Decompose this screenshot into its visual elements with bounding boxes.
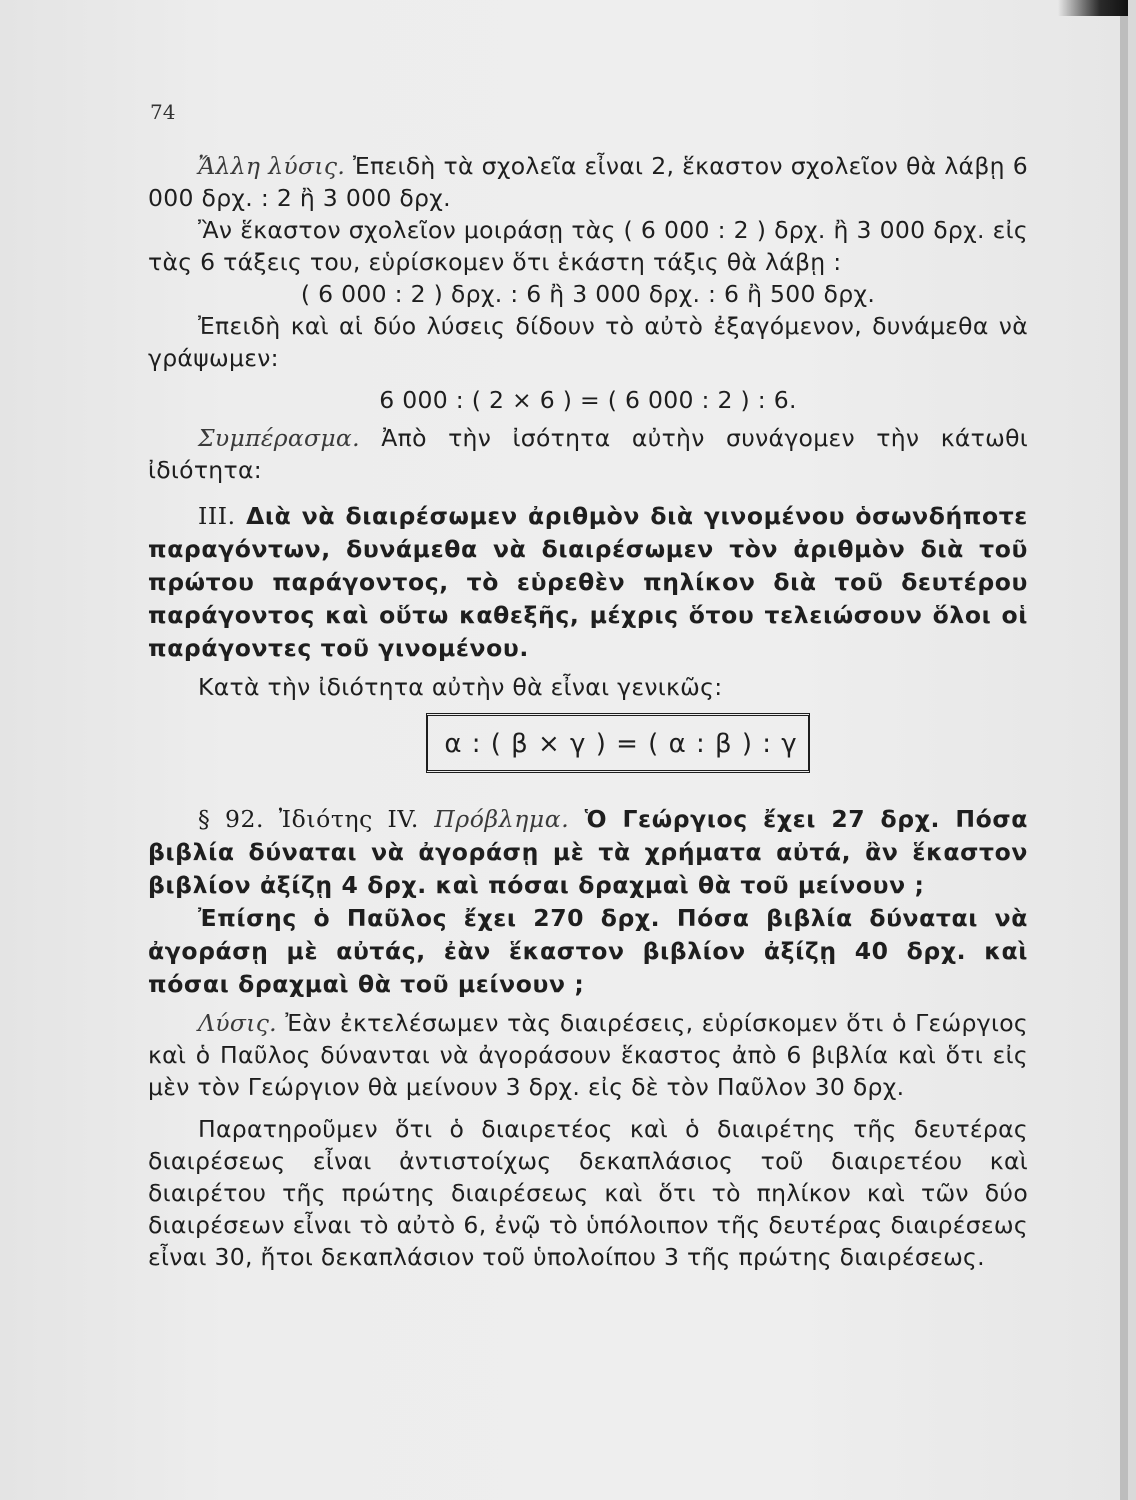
- solution-paragraph: [148, 1007, 1028, 1103]
- formula-equality: 6 000 : ( 2 × 6 ) = ( 6 000 : 2 ) : 6.: [379, 386, 797, 414]
- alt-solution-text: Ἐπειδὴ τὰ σχολεῖα εἶναι 2, ἕκαστον σχολεῖον θὰ λάβῃ 6 000 δρχ. : 2 ἢ 3 000 δρχ.: [148, 152, 1028, 212]
- observation-paragraph: Παρατηροῦμεν ὅτι ὁ διαιρετέος καὶ ὁ διαιρέτης τῆς δευτέρας διαιρέσεως εἶναι ἀντιστοίχως δεκαπλάσιος τοῦ διαιρετέου καὶ διαιρέτου τῆς πρώτης διαιρέσεως καὶ ὅτι τὸ πηλίκον καὶ τῶν δύο διαιρέσεων εἶναι τὸ αὐτὸ 6, ἐνῷ τὸ ὑπόλοιπον τῆς δευτέρας διαιρέσεως εἶναι 30, ἤτοι δεκαπλάσιον τοῦ ὑπολοίπου 3 τῆς πρώτης διαιρέσεως.: [148, 1115, 1028, 1271]
- problem-label: Πρόβλημα.: [434, 805, 570, 833]
- conclusion-paragraph: [148, 422, 1028, 486]
- solution-text: Ἐὰν ἐκτελέσωμεν τὰς διαιρέσεις, εὑρίσκομεν ὅτι ὁ Γεώργιος καὶ ὁ Παῦλος δύνανται νὰ ἀγοράσουν ἕκαστος ἀπὸ 6 βιβλία καὶ ὅτι εἰς μὲν τὸν Γεώργιον θὰ μείνουν 3 δρχ. εἰς δὲ τὸν Παῦλον 30 δρχ.: [148, 1009, 1028, 1101]
- conclusion-label: Συμπέρασμα.: [198, 424, 360, 452]
- property-iii-text: Διὰ νὰ διαιρέσωμεν ἀριθμὸν διὰ γινομένου ὁσωνδήποτε παραγόντων, δυνάμεθα νὰ διαιρέσωμεν τὸν ἀριθμὸν διὰ τοῦ πρώτου παράγοντος, τὸ εὑρεθὲν πηλίκον διὰ τοῦ δευτέρου παράγοντος καὶ οὕτω καθεξῆς, μέχρις ὅτου τελειώσουν ὅλοι οἱ παράγοντες τοῦ γινομένου.: [148, 502, 1028, 662]
- boxed-general-formula: α : ( β × γ ) = ( α : β ) : γ: [426, 713, 809, 773]
- page-corner-shadow: [1058, 0, 1128, 16]
- distribution-paragraph: Ἂν ἕκαστον σχολεῖον μοιράσῃ τὰς ( 6 000 : 2 ) δρχ. ἢ 3 000 δρχ. εἰς τὰς 6 τάξεις του, εὑρίσκομεν ὅτι ἑκάστη τάξις θὰ λάβῃ :: [148, 216, 1028, 276]
- solution-label: Λύσις.: [198, 1009, 277, 1037]
- page-number: 74: [150, 100, 176, 124]
- problem-paul-text: Ἐπίσης ὁ Παῦλος ἔχει 270 δρχ. Πόσα βιβλία δύναται νὰ ἀγοράσῃ μὲ αὐτάς, ἐὰν ἕκαστον βιβλίον ἀξίζῃ 40 δρχ. καὶ πόσαι δραχμαὶ θὰ τοῦ μείνουν ;: [148, 904, 1028, 998]
- conclusion-text: Ἀπὸ τὴν ἰσότητα αὐτὴν συνάγομεν τὴν κάτωθι ἰδιότητα:: [148, 424, 1028, 484]
- boxed-formula-wrapper: [148, 713, 1028, 773]
- page-body: [148, 150, 1028, 1273]
- problem-george-text: Ὁ Γεώργιος ἔχει 27 δρχ. Πόσα βιβλία δύναται νὰ ἀγοράσῃ μὲ τὰ χρήματα αὐτά, ἂν ἕκαστον βιβλίον ἀξίζῃ 4 δρχ. καὶ πόσαι δραχμαὶ θὰ τοῦ μείνουν ;: [148, 805, 1028, 899]
- section-92-problem: [148, 803, 1028, 902]
- formula-per-class: ( 6 000 : 2 ) δρχ. : 6 ἢ 3 000 δρχ. : 6 ἢ 500 δρχ.: [300, 280, 876, 308]
- section-92-heading: § 92. Ἰδιότης IV.: [198, 805, 419, 833]
- property-iii-rule: [148, 500, 1028, 665]
- alt-solution-paragraph: [148, 150, 1028, 214]
- property-iii-numeral: III.: [198, 502, 236, 530]
- equal-results-paragraph: Ἐπειδὴ καὶ αἱ δύο λύσεις δίδουν τὸ αὐτὸ ἐξαγόμενον, δυνάμεθα νὰ γράψωμεν:: [148, 312, 1028, 372]
- page-spine-edge: [1120, 0, 1128, 1500]
- general-form-intro: Κατὰ τὴν ἰδιότητα αὐτὴν θὰ εἶναι γενικῶς:: [198, 673, 723, 701]
- alt-solution-label: Ἄλλη λύσις.: [198, 152, 346, 180]
